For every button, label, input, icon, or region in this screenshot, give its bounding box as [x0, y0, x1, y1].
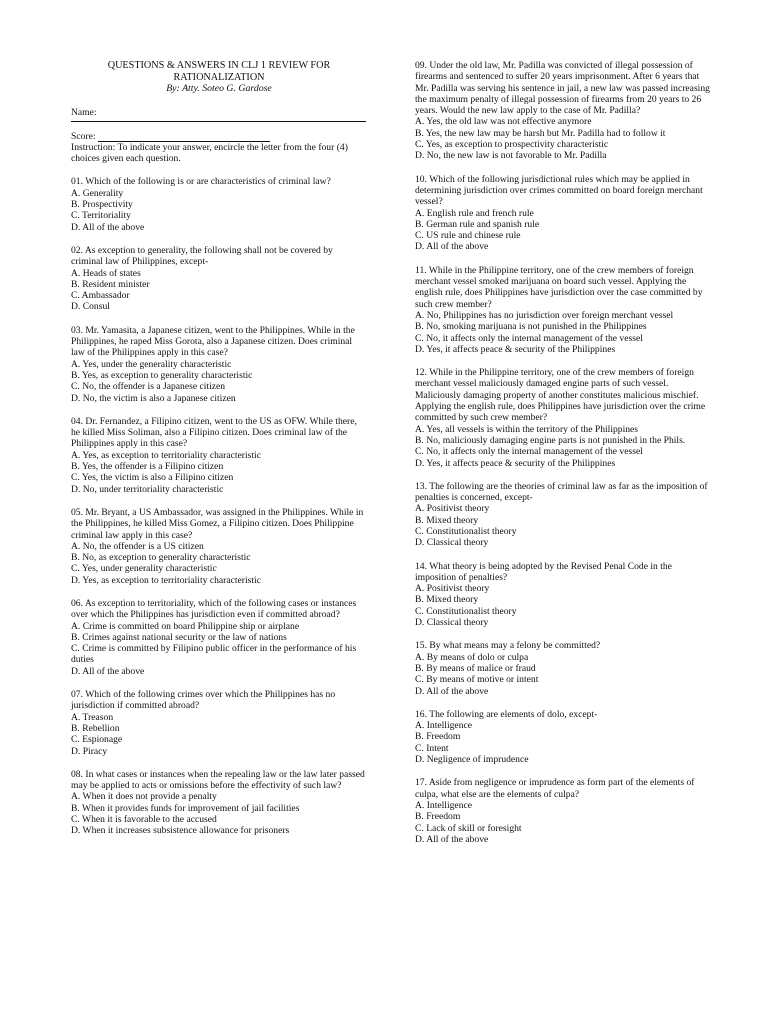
document-title: QUESTIONS & ANSWERS IN CLJ 1 REVIEW FOR RATIONALIZATION — [107, 60, 331, 83]
answer-option[interactable]: D. Negligence of imprudence — [415, 754, 529, 766]
answer-option[interactable]: C. Lack of skill or foresight — [415, 822, 522, 834]
question-item — [71, 598, 367, 677]
answer-option[interactable]: D. Consul — [71, 301, 110, 313]
question-item — [71, 245, 367, 313]
question-stem: 11. While in the Philippine territory, one of the crew members of foreign merchant vessel smoked marijuana on board such vessel. Applying the english rule, does Philippines have jurisdiction over the case committed by such crew member? — [415, 264, 703, 310]
answer-option[interactable]: C. No, it affects only the internal management of the vessel — [415, 332, 643, 344]
answer-option[interactable]: D. All of the above — [71, 221, 145, 233]
answer-option[interactable]: B. When it provides funds for improvement of jail facilities — [71, 802, 300, 814]
answer-option[interactable]: B. Freedom — [415, 731, 461, 743]
answer-option[interactable]: D. Yes, it affects peace & security of the Philippines — [415, 343, 616, 355]
answer-option[interactable]: C. Yes, as exception to prospectivity characteristic — [415, 139, 609, 151]
name-label: Name: — [71, 107, 97, 119]
score-label: Score: — [71, 130, 96, 142]
question-item — [415, 60, 715, 162]
answer-option[interactable]: A. Heads of states — [71, 267, 141, 279]
answer-option[interactable]: B. Resident minister — [71, 278, 150, 290]
question-stem: 09. Under the old law, Mr. Padilla was convicted of illegal possession of firearms and sentenced to suffer 20 years imprisonment. After 6 years that Mr. Padilla was serving his sentence in jail, a new law was passed increasing the maximum penalty of illegal possession of firearms from 20 years to 26 years. Would the new law apply to the case of Mr. Padilla? — [415, 60, 710, 117]
answer-option[interactable]: B. Mixed theory — [415, 514, 479, 526]
answer-option[interactable]: B. Prospectivity — [71, 199, 133, 211]
answer-option[interactable]: C. Constitutionalist theory — [415, 525, 517, 537]
question-stem: 16. The following are elements of dolo, except- — [415, 708, 598, 720]
answer-option[interactable]: D. All of the above — [415, 241, 489, 253]
answer-option[interactable]: C. When it is favorable to the accused — [71, 814, 217, 826]
question-item — [415, 709, 715, 765]
answer-option[interactable]: C. Yes, under generality characteristic — [71, 563, 217, 575]
answer-option[interactable]: B. Mixed theory — [415, 594, 479, 606]
question-item — [71, 325, 367, 404]
answer-option[interactable]: B. No, as exception to generality characteristic — [71, 552, 251, 564]
answer-option[interactable]: C. No, it affects only the internal management of the vessel — [415, 446, 643, 458]
answer-option[interactable]: D. No, the new law is not favorable to Mr. Padilla — [415, 150, 607, 162]
answer-option[interactable]: A. Yes, under the generality characteristic — [71, 358, 232, 370]
question-item — [415, 174, 715, 253]
answer-option[interactable]: C. Yes, the victim is also a Filipino citizen — [71, 472, 234, 484]
answer-option[interactable]: A. When it does not provide a penalty — [71, 791, 217, 803]
right-question-list — [415, 60, 715, 845]
question-item — [415, 481, 715, 549]
answer-option[interactable]: B. Rebellion — [71, 722, 120, 734]
question-item — [415, 640, 715, 696]
answer-option[interactable]: C. Constitutionalist theory — [415, 605, 517, 617]
question-item — [415, 265, 715, 355]
answer-option[interactable]: B. By means of malice or fraud — [415, 662, 536, 674]
question-item — [71, 416, 367, 495]
question-item — [71, 689, 367, 757]
answer-option[interactable]: B. Yes, the new law may be harsh but Mr. Padilla had to follow it — [415, 127, 666, 139]
answer-option[interactable]: C. No, the offender is a Japanese citizen — [71, 381, 226, 393]
question-stem: 04. Dr. Fernandez, a Filipino citizen, went to the US as OFW. While there, he killed Miss Soliman, also a Filipino citizen. Does criminal law of the Philippines apply in this case? — [71, 415, 357, 450]
left-question-list — [71, 176, 367, 836]
question-stem: 02. As exception to generality, the following shall not be covered by criminal law of Philippines, except- — [71, 244, 333, 268]
answer-option[interactable]: B. Freedom — [415, 811, 461, 823]
answer-option[interactable]: A. Intelligence — [415, 799, 473, 811]
question-stem: 17. Aside from negligence or imprudence as form part of the elements of culpa, what else are the elements of culpa? — [415, 777, 695, 800]
answer-option[interactable]: A. Positivist theory — [415, 503, 490, 515]
answer-option[interactable]: B. No, maliciously damaging engine parts is not punished in the Phils. — [415, 434, 686, 446]
answer-option[interactable]: D. Classical theory — [415, 617, 489, 629]
answer-option[interactable]: C. Crime is committed by Filipino public officer in the performance of his duties — [71, 643, 357, 666]
answer-option[interactable]: A. English rule and french rule — [415, 207, 534, 219]
question-item — [71, 507, 367, 586]
answer-option[interactable]: B. Yes, the offender is a Filipino citizen — [71, 461, 224, 473]
right-column — [415, 60, 715, 845]
question-stem: 13. The following are the theories of criminal law as far as the imposition of penalties is concerned, except- — [415, 480, 708, 504]
answer-option[interactable]: A. Intelligence — [415, 720, 473, 732]
answer-option[interactable]: A. Treason — [71, 711, 114, 723]
answer-option[interactable]: D. Piracy — [71, 745, 108, 757]
name-field[interactable] — [71, 107, 367, 121]
left-column — [71, 60, 367, 837]
answer-option[interactable]: D. When it increases subsistence allowance for prisoners — [71, 825, 290, 837]
question-stem: 06. As exception to territoriality, which of the following cases or instances over which the Philippines has jurisdiction even if committed abroad? — [71, 597, 357, 621]
answer-option[interactable]: A. Yes, all vessels is within the territory of the Philippines — [415, 423, 639, 435]
answer-option[interactable]: D. No, under territoriality characteristic — [71, 483, 224, 495]
answer-option[interactable]: A. No, Philippines has no jurisdiction over foreign merchant vessel — [415, 309, 674, 321]
question-stem: 08. In what cases or instances when the repealing law or the law later passed may be applied to acts or omissions before the effectivity of such law? — [71, 768, 365, 792]
question-stem: 14. What theory is being adopted by the Revised Penal Code in the imposition of penalties? — [415, 560, 672, 583]
answer-option[interactable]: C. US rule and chinese rule — [415, 230, 521, 242]
question-item — [415, 561, 715, 629]
answer-option[interactable]: A. Yes, as exception to territoriality characteristic — [71, 449, 261, 461]
answer-option[interactable]: A. Yes, the old law was not effective anymore — [415, 116, 592, 128]
answer-option[interactable]: C. Espionage — [71, 734, 123, 746]
question-item — [415, 367, 715, 469]
score-field[interactable] — [71, 131, 367, 142]
answer-option[interactable]: D. Yes, it affects peace & security of the Philippines — [415, 457, 616, 469]
question-item — [71, 769, 367, 837]
answer-option[interactable]: C. Intent — [415, 742, 449, 754]
instruction-text: Instruction: To indicate your answer, encircle the letter from the four (4) choices given each question. — [71, 141, 348, 165]
answer-option[interactable]: A. Generality — [71, 187, 124, 199]
answer-option[interactable]: D. Yes, as exception to territoriality characteristic — [71, 574, 261, 586]
answer-option[interactable]: A. Positivist theory — [415, 583, 490, 595]
question-stem: 01. Which of the following is or are characteristics of criminal law? — [71, 176, 331, 188]
answer-option[interactable]: D. All of the above — [71, 665, 145, 677]
answer-option[interactable]: A. No, the offender is a US citizen — [71, 540, 204, 552]
answer-option[interactable]: A. Crime is committed on board Philippine ship or airplane — [71, 620, 300, 632]
answer-option[interactable]: C. Territoriality — [71, 210, 131, 222]
document-author: By: Atty. Soteo G. Gardose — [166, 83, 272, 94]
question-stem: 05. Mr. Bryant, a US Ambassador, was assigned in the Philippines. While in the Philippines, he killed Miss Gomez, a Filipino citizen. Does Philippine criminal law apply in this case? — [71, 506, 364, 541]
answer-option[interactable]: C. Ambassador — [71, 290, 130, 302]
question-stem: 03. Mr. Yamasita, a Japanese citizen, went to the Philippines. While in the Philippines, he raped Miss Gorota, also a Japanese citizen. Does criminal law of the Philippines apply in this case? — [71, 324, 355, 359]
question-item — [71, 176, 367, 232]
question-stem: 15. By what means may a felony be committed? — [415, 640, 601, 652]
question-stem: 12. While in the Philippine territory, one of the crew members of foreign merchant vessel maliciously damaged engine parts of such vessel. Maliciously damaging property of another constitutes malicious mischief. Applying the english rule, does Philippines have jurisdiction over the crime committed by such crew member? — [415, 367, 706, 424]
answer-option[interactable]: B. Yes, as exception to generality characteristic — [71, 369, 253, 381]
question-item — [415, 777, 715, 845]
answer-option[interactable]: D. All of the above — [415, 685, 489, 697]
answer-option[interactable]: D. No, the victim is also a Japanese citizen — [71, 392, 236, 404]
answer-option[interactable]: A. By means of dolo or culpa — [415, 651, 529, 663]
answer-option[interactable]: C. By means of motive or intent — [415, 674, 539, 686]
answer-option[interactable]: D. All of the above — [415, 833, 489, 845]
answer-option[interactable]: B. No, smoking marijuana is not punished in the Philippines — [415, 321, 647, 333]
answer-option[interactable]: D. Classical theory — [415, 537, 489, 549]
answer-option[interactable]: B. German rule and spanish rule — [415, 218, 540, 230]
answer-option[interactable]: B. Crimes against national security or the law of nations — [71, 631, 287, 643]
question-stem: 10. Which of the following jurisdictional rules which may be applied in determining jurisdiction over crimes committed on board foreign merchant vessel? — [415, 173, 703, 208]
question-stem: 07. Which of the following crimes over which the Philippines has no jurisdiction if committed abroad? — [71, 689, 336, 712]
name-line — [71, 121, 366, 122]
